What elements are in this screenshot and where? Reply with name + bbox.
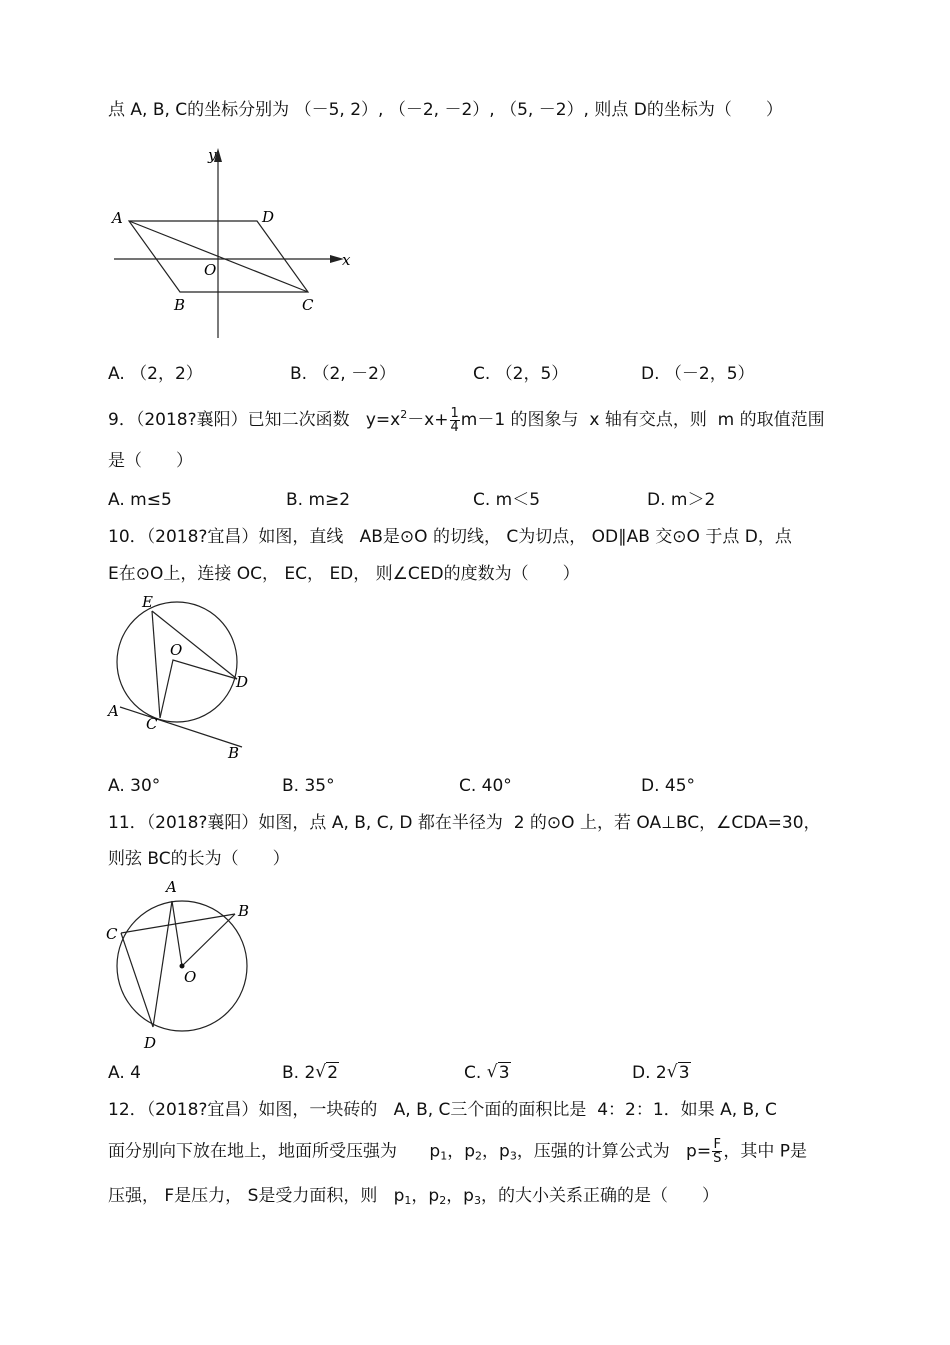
q8-option-d: D. （－2，5） [641,364,755,384]
point-d-label: D [262,208,275,226]
q8-option-b: B. （2, －2） [290,364,396,384]
q10-option-c: C. 40° [459,776,512,796]
q12-line2-part-e: ，其中 P是 [723,1141,807,1162]
q11-option-c [464,1061,511,1085]
q9-frac-num: 1 [450,405,459,421]
q12-frac-den: S [713,1151,722,1166]
subscript: 3 [473,1194,481,1207]
q9-mid: －x+ [407,410,449,430]
point-b-label: B [238,902,250,920]
q11-option-a: A. 4 [108,1063,141,1083]
q12-fraction [712,1138,722,1165]
center-o-label: O [184,968,197,986]
point-c-label: C [106,925,118,943]
q12-line2-part-b: ，p [447,1141,476,1162]
q12-line3-part-d: ，的大小关系正确的是（ ） [480,1186,719,1206]
q9-frac-den: 4 [450,419,459,435]
q12-line3-part-a: 压强， F是压力， S是受力面积，则 p [108,1186,405,1206]
q12-line2-part-d: ，压强的计算公式为 p= [516,1141,712,1162]
q9-stem-line1 [108,403,825,434]
subscript: 3 [509,1149,517,1163]
q11-stem-line2: 则弦 BC的长为（ ） [108,849,290,869]
q11-option-c-prefix: C. [464,1063,487,1083]
q10-stem-line1: 10．（2018?宜昌）如图，直线 AB是⊙O 的切线， C为切点， OD∥AB 交⊙O 于点 D，点 [108,527,792,547]
subscript: 2 [439,1194,447,1207]
origin-label: O [204,261,217,279]
q11-option-b-prefix: B. 2 [282,1063,316,1083]
q10-option-d: D. 45° [641,776,696,796]
q12-stem-line1: 12．（2018?宜昌）如图，一块砖的 A, B, C三个面的面积比是 4：2：1．如果 A, B, C [108,1100,777,1120]
point-d-label: D [236,673,249,691]
q10-figure-circle-tangent [106,590,256,765]
q8-option-c: C. （2，5） [473,364,569,384]
q12-stem-line3 [108,1184,719,1213]
q11-option-c-radicand: 3 [498,1063,510,1083]
q11-stem-line1: 11．（2018?襄阳）如图，点 A, B, C, D 都在半径为 2 的⊙O 上，若 OA⊥BC，∠CDA=30， [108,813,821,833]
q10-option-b: B. 35° [282,776,335,796]
point-a-label: A [112,209,123,227]
subscript: 1 [404,1194,412,1207]
sqrt-symbol: √ 3 [666,1062,690,1083]
q9-option-b: B. m≥2 [286,490,351,510]
point-a-label: A [166,878,177,896]
q8-stem: 点 A, B, C的坐标分别为 （－5, 2）, （－2, －2）, （5, －2）, 则点 D的坐标为（ ） [108,100,783,120]
q9-option-a: A. m≤5 [108,490,172,510]
q12-line3-part-b: ，p [411,1186,440,1206]
q11-option-b [282,1061,339,1085]
x-axis-label: x [342,251,351,269]
q12-line2-part-a: 面分别向下放在地上，地面所受压强为 p [108,1141,441,1162]
q12-line2-part-c: ，p [482,1141,510,1162]
center-o-label: O [170,641,183,659]
q11-option-d-radicand: 3 [678,1063,690,1083]
q9-stem-line2: 是（ ） [108,451,193,471]
q11-option-b-radicand: 2 [327,1063,339,1083]
point-c-label: C [146,715,158,733]
q12-stem-line2 [108,1138,807,1169]
q10-option-a: A. 30° [108,776,161,796]
point-b-label: B [228,744,240,762]
q9-option-c: C. m＜5 [473,490,541,510]
point-a-label: A [108,702,119,720]
q11-option-d [632,1061,691,1085]
y-axis-label: y [208,146,217,164]
sqrt-symbol: √ 3 [486,1062,510,1083]
q9-exponent: 2 [400,408,408,421]
subscript: 1 [440,1149,448,1163]
q9-lead: 9．（2018?襄阳）已知二次函数 y=x [108,410,401,430]
q8-option-a: A. （2，2） [108,364,203,384]
q11-figure-inscribed-points [104,876,254,1051]
q11-option-d-prefix: D. 2 [632,1063,667,1083]
point-c-label: C [302,296,314,314]
q12-frac-num: F [713,1137,721,1152]
point-e-label: E [142,593,153,611]
subscript: 2 [475,1149,483,1163]
q12-line3-part-c: ，p [446,1186,474,1206]
q8-figure-coordinate-parallelogram [108,140,358,340]
sqrt-symbol: √ 2 [315,1062,339,1083]
point-b-label: B [174,296,186,314]
q9-option-d: D. m＞2 [647,490,716,510]
point-d-label: D [144,1034,157,1051]
q9-fraction [450,407,460,434]
q9-tail: m－1 的图象与 x 轴有交点，则 m 的取值范围 [460,410,825,430]
q10-stem-line2: E在⊙O上，连接 OC， EC， ED， 则∠CED的度数为（ ） [108,564,580,584]
